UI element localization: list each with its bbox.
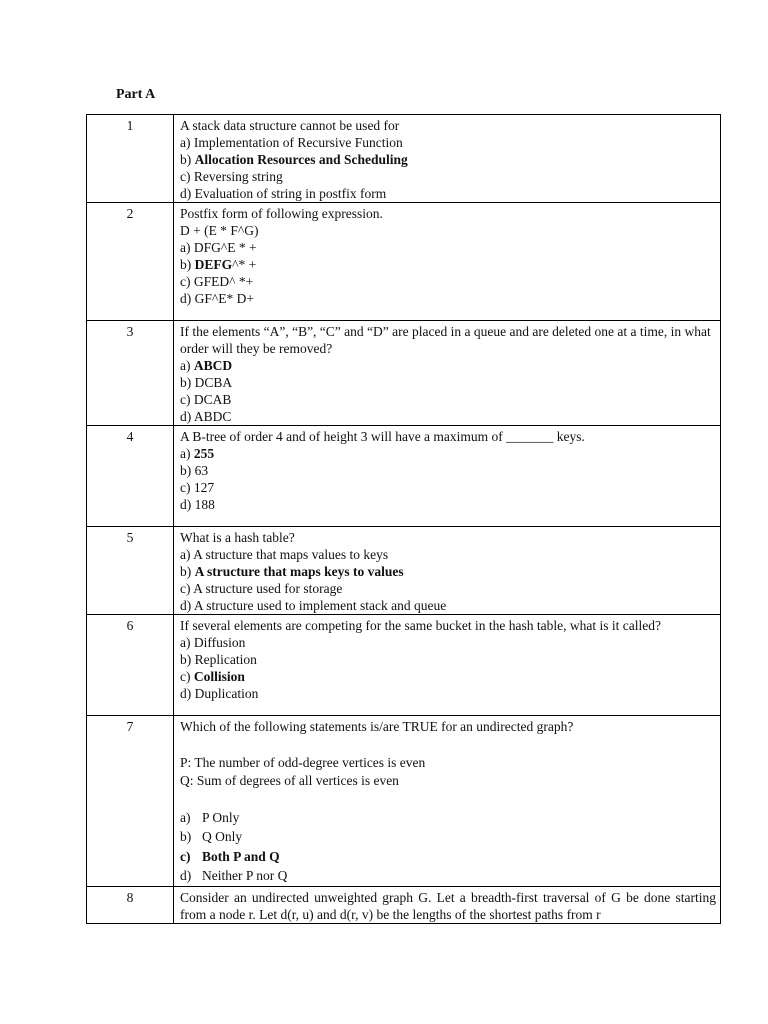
question-text (180, 617, 716, 634)
statement-q: Q: Sum of degrees of all vertices is even (180, 773, 399, 788)
question-number: 6 (87, 615, 174, 716)
option-letter: b) (180, 463, 195, 478)
question-body (174, 115, 721, 203)
correct-answer-text: Collision (193, 669, 245, 684)
line-text: DFG^E * + (193, 240, 257, 255)
questions-table (86, 114, 721, 924)
answer-option (180, 445, 716, 462)
option-letter: d) (180, 291, 195, 306)
answer-option (180, 634, 716, 651)
answer-option (180, 651, 716, 668)
line-text: Replication (194, 652, 257, 667)
question-body (174, 527, 721, 615)
question-number: 7 (87, 716, 174, 887)
option-letter: c) (180, 274, 194, 289)
option-letter: c) (180, 480, 194, 495)
spacer (180, 737, 716, 754)
question-text (180, 428, 716, 445)
spacer (180, 791, 716, 808)
correct-answer-text: Both P and Q (202, 848, 280, 864)
answer-option (180, 668, 716, 685)
answer-option (180, 685, 716, 702)
line-text: D + (E * F^G) (180, 223, 259, 238)
correct-answer-text: Allocation Resources and Scheduling (194, 152, 408, 167)
answer-option (180, 479, 716, 496)
question-text: Consider an undirected unweighted graph G. Let a breadth-first traversal of G be done starting from a node r. Let d(r, u) and d(r, v) be the lengths of the shortest paths from r (180, 889, 716, 922)
line-text: If several elements are competing for the same bucket in the hash table, what is it called? (180, 618, 661, 633)
answer-option (180, 597, 716, 614)
answer-option (180, 391, 716, 408)
question-text: Which of the following statements is/are TRUE for an undirected graph? (180, 719, 574, 734)
option-letter: b) (180, 375, 195, 390)
line-suffix: ^* + (232, 257, 257, 272)
answer-option (180, 408, 716, 425)
question-number: 1 (87, 115, 174, 203)
question-row (87, 886, 721, 923)
question-text (180, 323, 716, 357)
correct-answer-text: ABCD (193, 358, 233, 373)
line-text: Neither P nor Q (202, 868, 288, 883)
question-body (174, 886, 721, 923)
line-text: ABDC (193, 409, 232, 424)
line-text: Diffusion (193, 635, 246, 650)
line-text: 63 (194, 463, 209, 478)
question-text (180, 205, 716, 222)
line-text: Implementation of Recursive Function (193, 135, 403, 150)
answer-option (180, 563, 716, 580)
question-number: 2 (87, 203, 174, 321)
line-text: A structure used for storage (193, 581, 343, 596)
question-text (180, 222, 716, 239)
option-letter: c) (180, 848, 191, 864)
correct-answer-text: DEFG (194, 257, 233, 272)
question-row (87, 203, 721, 321)
answer-option (180, 256, 716, 273)
part-title: Part A (116, 87, 156, 102)
option-letter: d) (180, 186, 195, 201)
option-letter: b) (180, 829, 192, 844)
line-text: DCAB (193, 392, 232, 407)
answer-option (180, 273, 716, 290)
question-number: 5 (87, 527, 174, 615)
answer-option (180, 808, 716, 828)
answer-option (180, 151, 716, 168)
option-letter: c) (180, 669, 194, 684)
line-text: What is a hash table? (180, 530, 295, 545)
option-letter: d) (180, 686, 195, 701)
answer-option (180, 462, 716, 479)
question-number: 3 (87, 321, 174, 426)
option-letter: b) (180, 652, 195, 667)
question-body (174, 716, 721, 887)
answer-option (180, 290, 716, 307)
option-letter: b) (180, 152, 195, 167)
answer-option (180, 168, 716, 185)
line-text: GF^E* D+ (194, 291, 254, 306)
answer-option (180, 827, 716, 847)
option-letter: a) (180, 547, 194, 562)
answer-option (180, 866, 716, 886)
answer-option (180, 580, 716, 597)
correct-answer-text: 255 (193, 446, 215, 461)
option-letter: a) (180, 135, 194, 150)
line-text: Q Only (202, 829, 243, 844)
option-letter: b) (180, 257, 195, 272)
option-letter: a) (180, 446, 194, 461)
option-letter: d) (180, 497, 195, 512)
question-row (87, 321, 721, 426)
question-row (87, 527, 721, 615)
question-text (180, 529, 716, 546)
option-letter: a) (180, 358, 194, 373)
answer-option (180, 496, 716, 513)
question-row (87, 716, 721, 887)
option-letter: a) (180, 240, 194, 255)
line-text: 127 (193, 480, 215, 495)
question-number: 4 (87, 426, 174, 527)
line-text: P Only (202, 809, 240, 825)
answer-option (180, 134, 716, 151)
option-letter: a) (180, 809, 191, 825)
line-text: GFED^ *+ (193, 274, 254, 289)
option-letter: b) (180, 564, 195, 579)
answer-option (180, 239, 716, 256)
question-row (87, 615, 721, 716)
answer-option (180, 847, 716, 867)
line-text: Duplication (194, 686, 259, 701)
line-text: Reversing string (193, 169, 283, 184)
option-letter: a) (180, 635, 194, 650)
question-body (174, 615, 721, 716)
question-body (174, 203, 721, 321)
option-letter: c) (180, 392, 194, 407)
answer-option (180, 185, 716, 202)
option-letter: c) (180, 581, 194, 596)
question-number: 8 (87, 886, 174, 923)
answer-option (180, 374, 716, 391)
line-text: If the elements “A”, “B”, “C” and “D” are placed in a queue and are deleted one at a time, in what order will they be removed? (180, 324, 711, 356)
line-text: DCBA (194, 375, 233, 390)
line-text: A B-tree of order 4 and of height 3 will have a maximum of _______ keys. (180, 429, 585, 444)
line-text: 188 (194, 497, 215, 512)
answer-option (180, 357, 716, 374)
question-row (87, 426, 721, 527)
correct-answer-text: A structure that maps keys to values (194, 564, 404, 579)
statement-p: P: The number of odd-degree vertices is even (180, 754, 426, 770)
line-text: Postfix form of following expression. (180, 206, 383, 221)
question-text (180, 117, 716, 134)
option-letter: d) (180, 868, 192, 883)
answer-option (180, 546, 716, 563)
option-letter: c) (180, 169, 194, 184)
line-text: A stack data structure cannot be used for (180, 118, 400, 133)
line-text: A structure that maps values to keys (193, 547, 389, 562)
question-row (87, 115, 721, 203)
question-body (174, 321, 721, 426)
line-text: A structure used to implement stack and queue (193, 598, 447, 613)
line-text: Evaluation of string in postfix form (194, 186, 387, 201)
question-body (174, 426, 721, 527)
option-letter: d) (180, 598, 194, 613)
option-letter: d) (180, 409, 194, 424)
